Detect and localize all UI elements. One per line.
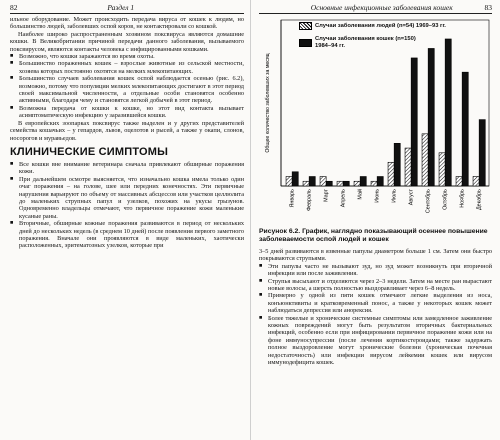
bar-cats: [462, 72, 468, 186]
x-tick-label: Декабрь: [476, 189, 483, 211]
list-item: ■ При дальнейшем осмотре выясняется, что изначально кошка имела только один очаг поражения – на голове, шее или передних конечностях. Эти первичные нарушения варьируют по объему от массивных абсцессов или участков целлюлита до маленьких струпных папул и узелков, похожих на укусы грызунов. Одновременно владельцы отмечают, что первичное поражение кожи маленькие кусаные раны.: [10, 175, 244, 220]
legend-label: Случаи заболевания кошек (n=150) 1984–94 гг.: [315, 36, 416, 49]
right-paragraph: 3–5 дней развиваются в язвенные папулы диаметром больше 1 см. Затем они быстро покрываются струпьями.: [259, 248, 492, 263]
bar-cats: [411, 58, 417, 186]
x-tick-label: Сентябрь: [425, 189, 432, 214]
legend-item-humans: [299, 22, 455, 30]
left-bullet-list-2: [10, 161, 244, 250]
left-paragraph: ильное оборудование. Может происходить передача вируса от кошек к людям, но большинство людей, заболевших оспой коров, не контактировали со кошкой.: [10, 16, 244, 31]
solid-swatch-icon: [299, 39, 312, 47]
bar-humans: [405, 148, 411, 186]
legend-label: Случаи заболевания людей (n=54) 1969–93 гг.: [315, 22, 446, 29]
right-body-text: [259, 248, 492, 367]
left-paragraph-zoo: В европейских зоопарках поксвирус также выделен и у других представителей семейства кошачьих – у гепардов, львов, оцелотов и рысей, а также у окапи, слонов, носорогов и муравьедов.: [10, 119, 244, 142]
bar-cats: [360, 177, 366, 186]
right-running-head: Основные инфекционные заболевания кошек: [310, 3, 453, 12]
x-tick-label: Январь: [289, 189, 296, 208]
bar-humans: [286, 177, 292, 186]
left-paragraph: Наиболее широко распространенным хозяином поксвируса являются домашние кошки. В Великобритании причиной передачи данного заболевания, вызываемого поксвирусом, являются контакты человека с инфицированными кошками.: [10, 30, 244, 53]
x-tick-label: Май: [357, 189, 364, 200]
list-item: ■ Примерно у одной из пяти кошек отмечают легкие выделения из носа, конъюнктивиты и кратковременный понос, а также у некоторых кошек может наблюдаться депрессия или анорексия.: [259, 292, 492, 315]
bar-humans: [320, 177, 326, 186]
hatched-swatch-icon: [299, 22, 312, 30]
right-page-number: 83: [484, 3, 492, 12]
list-item: ■ Большинство пораженных кошек – взрослые животные из сельской местности, хозяева которых постоянно охотятся на мелких млекопитающих.: [10, 60, 244, 75]
figure-label: Рисунок 6.2.: [259, 228, 301, 235]
bar-cats: [479, 120, 485, 186]
right-running-header: [259, 3, 492, 14]
right-bullet-list: [259, 263, 492, 367]
x-tick-label: Июнь: [374, 189, 381, 203]
list-item: ■ Большинство случаев заболевания кошек оспой наблюдается осенью (рис. 6.2), возможно, потому что популяции мелких млекопитающих достигают в этот период своей максимальной численности, а отдельные особи становятся особенно активными, благодаря чему и становятся легкой добычей в этот период.: [10, 75, 244, 105]
bar-humans: [422, 134, 428, 186]
bar-cats: [343, 181, 349, 186]
x-tick-label: Июль: [391, 189, 398, 203]
left-page-number: 82: [10, 3, 18, 12]
list-item: ■ Возможна передача от кошки к кошке, но этот вид контакта вызывает асимптоматическую инфекцию у заразившейся кошки.: [10, 104, 244, 120]
bar-cats: [445, 39, 451, 186]
bar-humans: [337, 181, 343, 186]
bar-humans: [388, 162, 394, 186]
x-tick-label: Октябрь: [442, 189, 449, 210]
list-item: ■ Вторичные, обширные кожные поражения развиваются в период от нескольких дней до нескольких недель (в среднем 10 дней) после появления первого заметного поражения. Вначале они проявляются в виде маленьких, хаотически расположенных, эритематозных узелков, которые при: [10, 220, 244, 250]
figure-chart: [259, 16, 492, 228]
bar-humans: [439, 153, 445, 186]
list-item: ■ Более тяжелые и хронические системные симптомы или замедленное заживление кожных повреждений могут быть результатом вторичных бактериальных инфекций, особенно если при инфицировании первичное поражение кожи или на фоне иммуносупрессии (после лечения кортикостероидами; также задержать полное выздоровление могут хронические болезни (хроническая почечная недостаточность) или инфекции вирусом лейкемии кошек или вирусом иммунодефицита кошек.: [259, 314, 492, 367]
left-body-text: [10, 16, 244, 250]
bar-cats: [394, 143, 400, 186]
bar-cats: [326, 181, 332, 186]
figure-caption-text: График, наглядно показывающий осеннее повышение заболеваемости оспой людей и кошек: [259, 228, 488, 243]
left-running-header: [10, 3, 244, 14]
list-item: ■ Возможно, что кошки заражаются во время охоты.: [10, 53, 155, 61]
y-axis-label: Общее количество заболевших за месяц: [265, 53, 271, 153]
x-tick-label: Март: [323, 189, 330, 202]
right-page: [250, 0, 500, 440]
bar-humans: [303, 181, 309, 186]
x-tick-label: Август: [408, 189, 415, 206]
left-bullet-list-1: [10, 53, 244, 120]
bar-humans: [371, 181, 377, 186]
left-running-head: Раздел 1: [107, 3, 135, 12]
x-tick-label: Ноябрь: [459, 189, 466, 208]
bar-cats: [309, 177, 315, 186]
list-item: ■ Все кошки вне внимание ветеринара сначала привлекают обширные поражения кожи.: [10, 160, 244, 176]
bar-humans: [456, 177, 462, 186]
figure-caption: [259, 228, 492, 244]
x-tick-label: Февраль: [306, 189, 313, 211]
list-item: ■ Струпья высыхают и отделяются через 2–3 недели. Затем на месте ран вырастают новые волосы, а шерсть полностью выздоравливает через 6–8 недель.: [259, 277, 492, 293]
bar-humans: [473, 177, 479, 186]
bar-cats: [292, 172, 298, 186]
x-tick-label: Апрель: [340, 189, 347, 208]
legend-item-cats: [299, 36, 425, 49]
bar-cats: [428, 48, 434, 186]
list-item: ■ Эти папулы часто не вызывают зуд, но зуд может возникнуть при вторичной инфекции или после заживления.: [259, 262, 492, 278]
bar-humans: [354, 181, 360, 186]
section-heading: КЛИНИЧЕСКИЕ СИМПТОМЫ: [10, 145, 169, 158]
bar-cats: [377, 177, 383, 186]
